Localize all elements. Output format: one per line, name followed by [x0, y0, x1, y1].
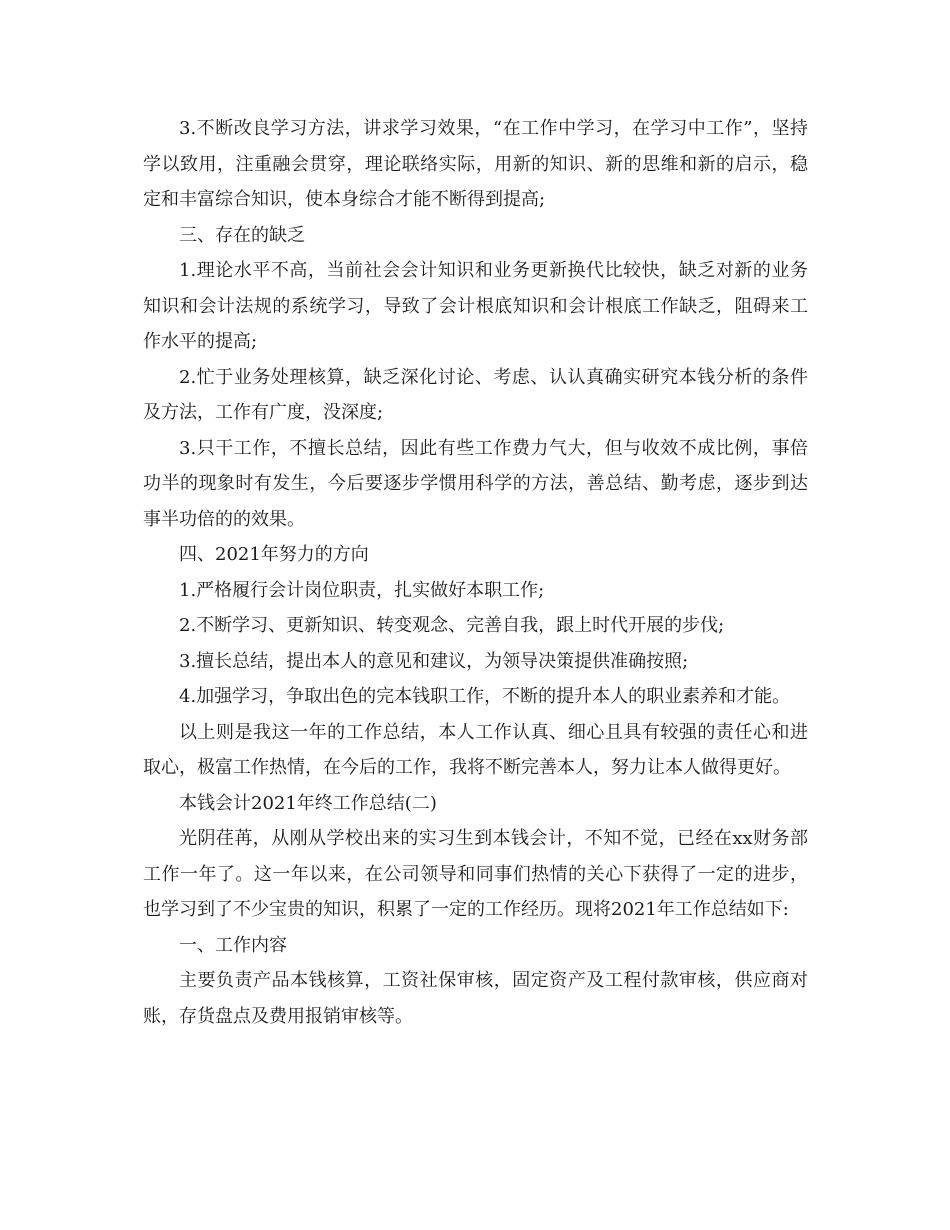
paragraph-direction-3: 3.擅长总结，提出本人的意见和建议，为领导决策提供准确按照; — [179, 650, 689, 672]
paragraph-shortcoming-2: 2.忙于业务处理核算，缺乏深化讨论、考虑、认认真确实研究本钱分析的条件及方法，工作有广度，没深度; — [143, 366, 808, 423]
paragraph-direction-4: 4.加强学习，争取出色的完本钱职工作，不断的提升本人的职业素养和才能。 — [179, 686, 791, 707]
paragraph-conclusion: 以上则是我这一年的工作总结，本人工作认真、细心且具有较强的责任心和进取心，极富工作热情，在今后的工作，我将不断完善本人，努力让本人做得更好。 — [143, 721, 808, 778]
heading-direction-2021: 四、2021年努力的方向 — [179, 544, 369, 565]
heading-summary-two: 本钱会计2021年终工作总结(二) — [179, 792, 437, 814]
heading-work-content: 一、工作内容 — [179, 934, 287, 956]
paragraph-improve-study-method: 3.不断改良学习方法，讲求学习效果，“在工作中学习，在学习中工作”，坚持学以致用，注重融会贯穿，理论联络实际，用新的知识、新的思维和新的启示，稳定和丰富综合知识，使本身综合才能不断得到提高; — [143, 118, 808, 210]
paragraph-shortcoming-3: 3.只干工作，不擅长总结，因此有些工作费力气大，但与收效不成比例，事倍功半的现象时有发生，今后要逐步学惯用科学的方法，善总结、勤考虑，逐步到达事半功倍的的效果。 — [143, 437, 808, 530]
paragraph-work-content: 主要负责产品本钱核算，工资社保审核，固定资产及工程付款审核，供应商对账，存货盘点及费用报销审核等。 — [143, 970, 808, 1027]
paragraph-direction-2: 2.不断学习、更新知识、转变观念、完善自我，跟上时代开展的步伐; — [179, 615, 725, 636]
document-body — [143, 111, 808, 1034]
paragraph-direction-1: 1.严格履行会计岗位职责，扎实做好本职工作; — [179, 579, 545, 601]
paragraph-intro: 光阴荏苒，从刚从学校出来的实习生到本钱会计，不知不觉，已经在xx财务部工作一年了。这一年以来，在公司领导和同事们热情的关心下获得了一定的进步，也学习到了不少宝贵的知识，积累了一定的工作经历。现将2021年工作总结如下: — [143, 828, 808, 920]
paragraph-shortcoming-1: 1.理论水平不高，当前社会会计知识和业务更新换代比较快，缺乏对新的业务知识和会计法规的系统学习，导致了会计根底知识和会计根底工作缺乏，阻碍来工作水平的提高; — [143, 260, 808, 352]
heading-shortcomings: 三、存在的缺乏 — [179, 224, 305, 246]
